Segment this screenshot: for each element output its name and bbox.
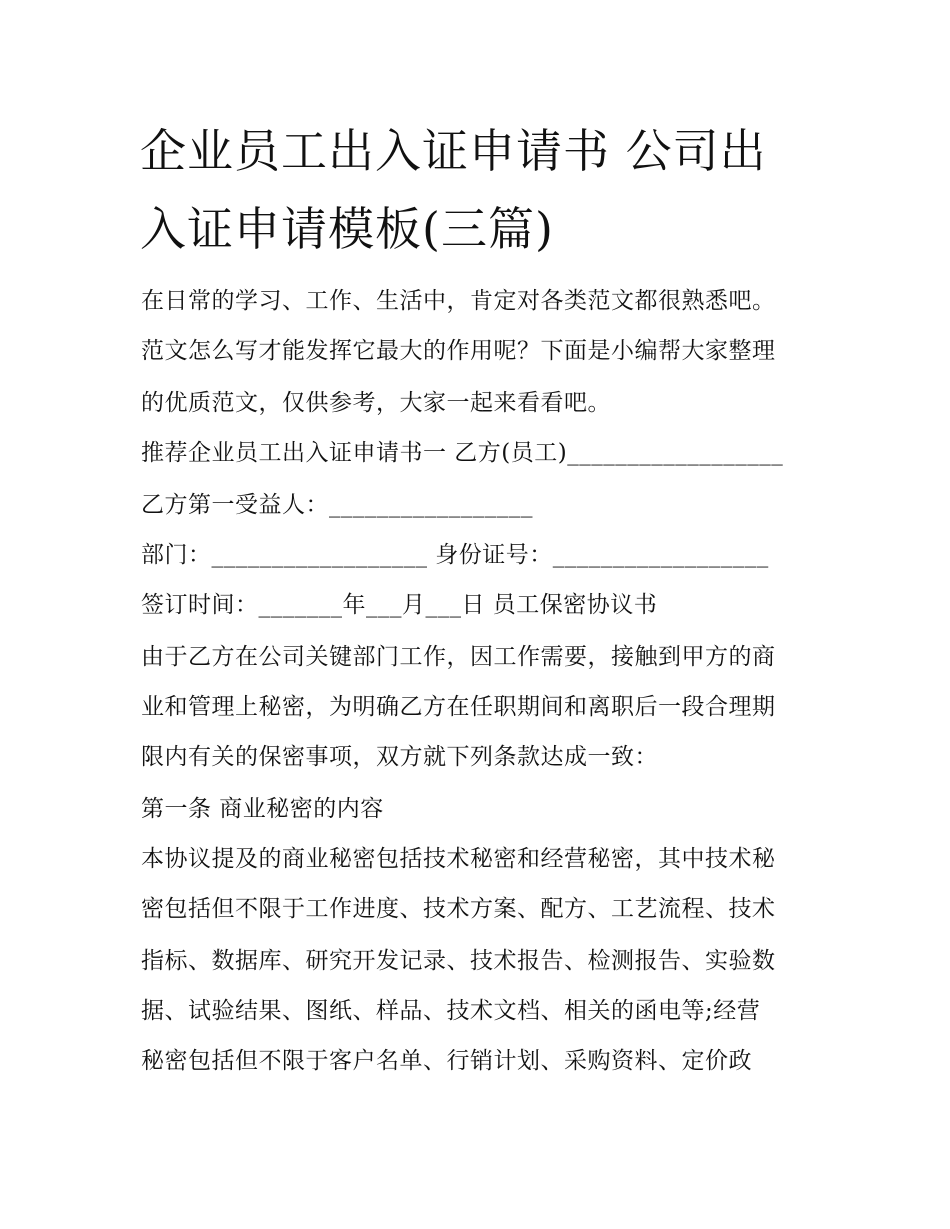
title-line-1: 企业员工出入证申请书 公司出 xyxy=(140,124,767,178)
form-line-department-id: 部门：__________________ 身份证号：__________________ xyxy=(141,542,769,568)
title-line-2: 入证申请模板(三篇) xyxy=(140,202,554,256)
paragraph-line: 限内有关的保密事项，双方就下列条款达成一致： xyxy=(141,744,658,770)
paragraph-line: 范文怎么写才能发挥它最大的作用呢？下面是小编帮大家整理 xyxy=(141,338,776,364)
paragraph-line: 指标、数据库、研究开发记录、技术报告、检测报告、实验数 xyxy=(141,948,776,974)
paragraph-line: 在日常的学习、工作、生活中，肯定对各类范文都很熟悉吧。 xyxy=(141,288,776,314)
section-heading: 第一条 商业秘密的内容 xyxy=(141,796,384,822)
paragraph-line: 密包括但不限于工作进度、技术方案、配方、工艺流程、技术 xyxy=(141,896,776,922)
document-title xyxy=(140,112,820,268)
paragraph-line: 由于乙方在公司关键部门工作，因工作需要，接触到甲方的商 xyxy=(141,644,776,670)
form-line-recommend: 推荐企业员工出入证申请书一 乙方(员工)__________________ xyxy=(141,440,784,466)
form-line-beneficiary: 乙方第一受益人：_________________ xyxy=(141,492,533,518)
form-line-signing-date: 签订时间：_______年___月___日 员工保密协议书 xyxy=(141,592,658,618)
paragraph-line: 本协议提及的商业秘密包括技术秘密和经营秘密，其中技术秘 xyxy=(141,846,776,872)
paragraph-line: 的优质范文，仅供参考，大家一起来看看吧。 xyxy=(141,390,611,416)
paragraph-line: 据、试验结果、图纸、样品、技术文档、相关的函电等;经营 xyxy=(141,998,761,1024)
paragraph-line: 业和管理上秘密，为明确乙方在任职期间和离职后一段合理期 xyxy=(141,694,776,720)
paragraph-line: 秘密包括但不限于客户名单、行销计划、采购资料、定价政 xyxy=(141,1048,752,1074)
